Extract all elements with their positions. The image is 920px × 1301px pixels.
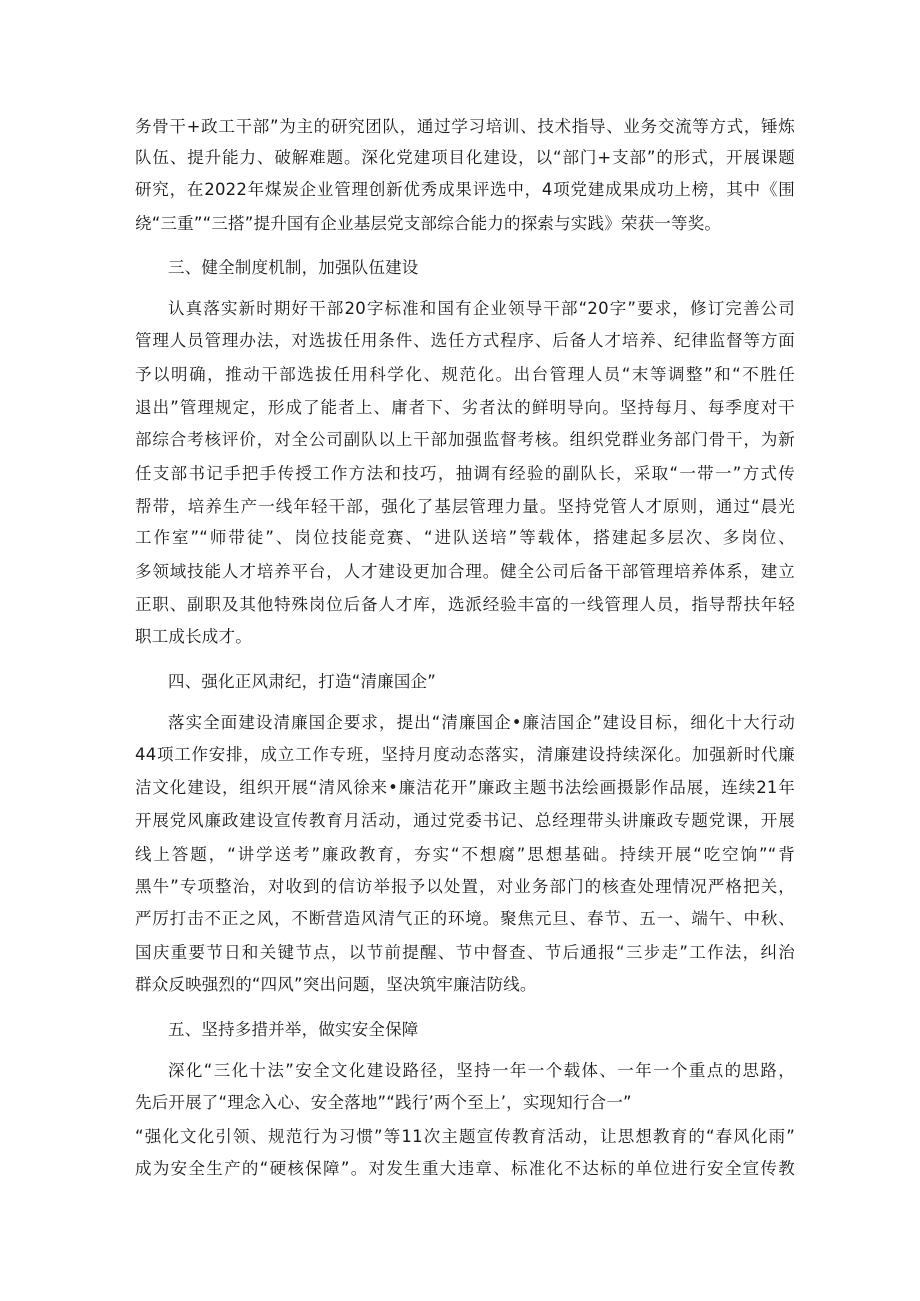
body-line: 管理人员管理办法，对选拔任用条件、选任方式程序、后备人才培养、纪律监督等方面 — [135, 331, 795, 350]
body-line: 黑牛”专项整治，对收到的信访举报予以处置，对业务部门的核查处理情况严格把关， — [135, 877, 795, 896]
body-line: “强化文化引领、规范行为习惯”等11次主题宣传教育活动，让思想教育的“春风化雨” — [135, 1127, 795, 1146]
body-line: 多领域技能人才培养平台，人才建设更加合理。健全公司后备干部管理培养体系，建立 — [135, 562, 795, 581]
body-line: 成为安全生产的“硬核保障”。对发生重大违章、标准化不达标的单位进行安全宣传教 — [135, 1159, 795, 1178]
body-line: 先后开展了“理念入心、安全落地”“践行’两个至上’，实现知行合一” — [135, 1093, 632, 1112]
body-line: 研究，在2022年煤炭企业管理创新优秀成果评选中，4项党建成果成功上榜，其中《围 — [135, 180, 795, 199]
body-line: 务骨干+政工干部”为主的研究团队，通过学习培训、技术指导、业务交流等方式，锤炼 — [135, 117, 795, 136]
body-line: 开展党风廉政建设宣传教育月活动，通过党委书记、总经理带头讲廉政专题党课，开展 — [135, 811, 795, 830]
body-line: 任支部书记手把手传授工作方法和技巧，抽调有经验的副队长，采取“一带一”方式传 — [135, 464, 795, 483]
body-line: 线上答题，“讲学送考”廉政教育，夯实“不想腐”思想基础。持续开展“吃空饷”“背 — [135, 845, 795, 864]
body-line: 工作室”“师带徒”、岗位技能竞赛、“进队送培”等载体，搭建起多层次、多岗位、 — [135, 528, 795, 547]
body-line: 队伍、提升能力、破解难题。深化党建项目化建设，以“部门+支部”的形式，开展课题 — [135, 148, 795, 167]
body-line: 洁文化建设，组织开展“清风徐来•廉洁花开”廉政主题书法绘画摄影作品展，连续21年 — [135, 778, 795, 797]
section-heading-4: 四、强化正风肃纪，打造“清廉国企” — [168, 672, 436, 691]
body-line: 群众反映强烈的“四风”突出问题，坚决筑牢廉洁防线。 — [135, 975, 537, 994]
body-line: 部综合考核评价，对全公司副队以上干部加强监督考核。组织党群业务部门骨干，为新 — [135, 430, 795, 449]
body-line: 深化“三化十法”安全文化建设路径，坚持一年一个载体、一年一个重点的思路， — [168, 1061, 795, 1080]
body-line: 落实全面建设清廉国企要求，提出“清廉国企•廉洁国企”建设目标，细化十大行动 — [168, 713, 795, 732]
body-line: 予以明确，推动干部选拔任用科学化、规范化。出台管理人员“末等调整”和“不胜任 — [135, 365, 795, 384]
body-line: 退出”管理规定，形成了能者上、庸者下、劣者汰的鲜明导向。坚持每月、每季度对干 — [135, 398, 795, 417]
section-heading-5: 五、坚持多措并举，做实安全保障 — [168, 1020, 419, 1039]
body-line: 44项工作安排，成立工作专班，坚持月度动态落实，清廉建设持续深化。加强新时代廉 — [135, 745, 795, 764]
section-heading-3: 三、健全制度机制，加强队伍建设 — [168, 258, 419, 277]
body-line: 严厉打击不正之风，不断营造风清气正的环境。聚焦元旦、春节、五一、端午、中秋、 — [135, 909, 795, 928]
body-line: 绕“三重”“三搭”提升国有企业基层党支部综合能力的探索与实践》荣获一等奖。 — [135, 214, 722, 233]
body-line: 认真落实新时期好干部20字标准和国有企业领导干部“20字”要求，修订完善公司 — [168, 299, 795, 318]
body-line: 帮带，培养生产一线年轻干部，强化了基层管理力量。坚持党管人才原则，通过“晨光 — [135, 497, 795, 516]
body-line: 国庆重要节日和关键节点，以节前提醒、节中督查、节后通报“三步走”工作法，纠治 — [135, 943, 795, 962]
body-line: 正职、副职及其他特殊岗位后备人才库，选派经验丰富的一线管理人员，指导帮扶年轻 — [135, 595, 795, 614]
body-line: 职工成长成才。 — [135, 627, 252, 646]
